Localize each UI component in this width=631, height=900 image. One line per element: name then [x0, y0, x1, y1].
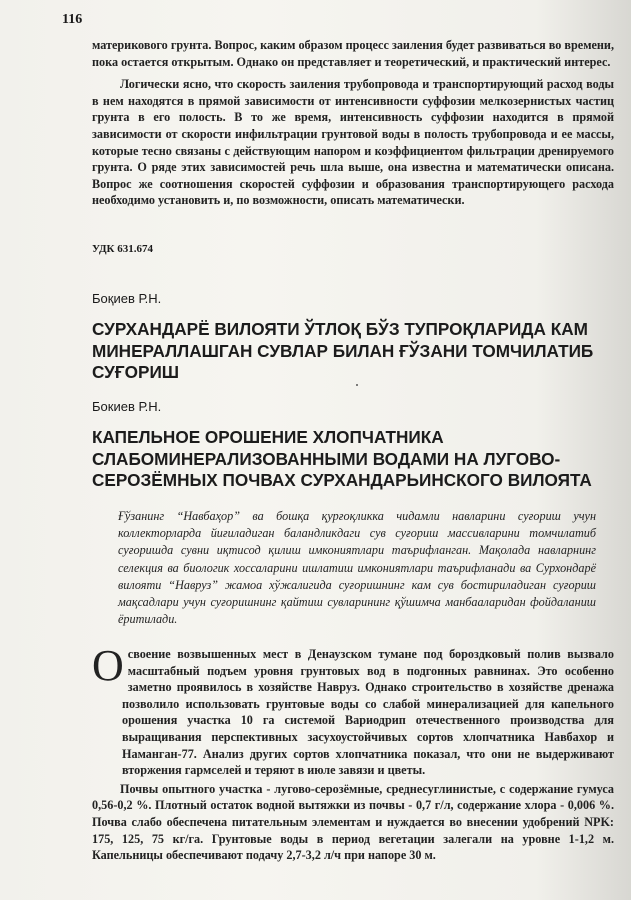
- page-number: 116: [62, 12, 83, 27]
- article-body: [92, 641, 614, 864]
- author-russian: Бокиев Р.Н.: [92, 399, 162, 414]
- article-title-uzbek: СУРХАНДАРЁ ВИЛОЯТИ ЎТЛОҚ БЎЗ ТУПРОҚЛАРИДА КАМ МИНЕРАЛЛАШГАН СУВЛАР БИЛАН ҒЎЗАНИ ТОМЧИЛАТИБ СУҒОРИШ: [92, 319, 594, 382]
- separator-dot: [356, 384, 358, 386]
- body-paragraph-1: [92, 641, 614, 779]
- udk-code: УДК 631.674: [92, 243, 154, 255]
- drop-cap: О: [92, 641, 124, 690]
- body-paragraph-1-text: своение возвышенных мест в Денаузском тумане под бороздковый полив вызвало масштабный подъем уровня грунтовых вод в подгонных равнинах. Это особенно заметно проявилось в хозяйстве Навруз. Однако строительство в хозяйстве дренажа позволило использовать грунтовые воды со слабой минерализацией для капельного орошения участка 10 га системой Вариодрип отечественного производства для выращивания перспективных засухоустойчивых сортов хлопчатника Навбахор и Наманган-77. Анализ других сортов хлопчатника показал, что они не выдерживают вторжения гармселей и теряют в июле завязи и цветы.: [122, 647, 614, 778]
- previous-article-ending: [92, 37, 614, 209]
- article-title-russian: КАПЕЛЬНОЕ ОРОШЕНИЕ ХЛОПЧАТНИКА СЛАБОМИНЕРАЛИЗОВАННЫМИ ВОДАМИ НА ЛУГОВО-СЕРОЗЁМНЫХ ПОЧВАХ СУРХАНДАРЬИНСКОГО ВИЛОЯТА: [92, 427, 592, 490]
- continuation-paragraph-2: Логически ясно, что скорость заиления трубопровода и транспортирующий расход воды в нем находятся в прямой зависимости от интенсивности суффозии мелкозернистых частиц грунта в его полость. В то же время, интенсивность суффозии находится в прямой зависимости от скорости инфильтрации грунтовой воды в полость трубопровода и ее массы, которые тесно связаны с действующим напором и коэффициентом фильтрации дренируемого грунта. О ряде этих зависимостей речь шла выше, она известна и математически описана. Вопрос же соотношения скоростей суффозии и образования транспортирующего расхода необходимо установить и, по возможности, описать математически.: [92, 77, 614, 208]
- author-uzbek: Боқиев Р.Н.: [92, 291, 162, 306]
- body-paragraph-2: Почвы опытного участка - лугово-серозёмные, среднесуглинистые, с содержание гумуса 0,56-0,2 %. Плотный остаток водной вытяжки из почвы - 0,7 г/л, содержание хлора - 0,006 %. Почва слабо обеспечена питательным элементам и нуждается во внесении удобрений NPK: 175, 125, 75 кг/га. Грунтовые воды в период вегетации залегали на уровне 1-1,2 м. Капельницы обеспечивают подачу 2,7-3,2 л/ч при напоре 30 м.: [92, 781, 614, 863]
- continuation-paragraph-1: материкового грунта. Вопрос, каким образом процесс заиления будет развиваться во времени, пока остается открытым. Однако он представляет и теоретический, и практический интерес.: [92, 38, 614, 69]
- abstract-uzbek: Ғўзанинг “Навбаҳор” ва бошқа қурғоқликка чидамли навларини суғориш учун коллекторларда йиғиладиган баландликдаги сув суғориш массивларини томчилатиб суғоришда сувни иқтисод қилиш имкониятлари таърифланган. Мақолада навларнинг селекция ва биологик хоссаларини ишлатиш имкониятлари таърифланади ва Сурхондарё вилояти “Навруз” жамоа хўжалигида суғоришнинг кам сув бостириладиган суғориш мақсадлари учун суғоришнинг қайтиш сувларининг қўшимча манбааларидан фойдаланиш ёритилади.: [118, 509, 596, 627]
